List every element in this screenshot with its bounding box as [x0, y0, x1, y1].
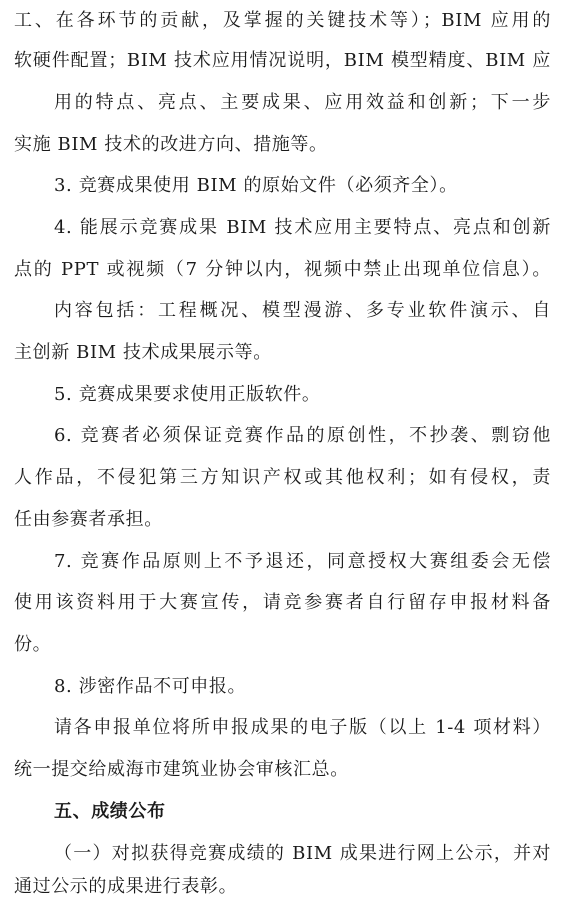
text-line-15: 使用该资料用于大赛宣传，请竞参赛者自行留存申报材料备 — [14, 592, 551, 613]
text-line-18: 请各申报单位将所申报成果的电子版（以上 1-4 项材料） — [54, 717, 551, 738]
text-line-16: 份。 — [14, 634, 52, 655]
list-item-8: 8. 涉密作品不可申报。 — [54, 676, 247, 697]
list-item-6: 6. 竞赛者必须保证竞赛作品的原创性，不抄袭、剽窃他 — [54, 425, 551, 446]
text-line-22: 通过公示的成果进行表彰。 — [14, 876, 238, 897]
text-line-4: 实施 BIM 技术的改进方向、措施等。 — [14, 134, 328, 155]
text-line-21: （一）对拟获得竞赛成绩的 BIM 成果进行网上公示，并对 — [54, 843, 551, 864]
list-item-7: 7. 竞赛作品原则上不予退还，同意授权大赛组委会无偿 — [54, 551, 551, 572]
text-line-3: 用的特点、亮点、主要成果、应用效益和创新；下一步 — [54, 92, 551, 113]
list-item-4: 4. 能展示竞赛成果 BIM 技术应用主要特点、亮点和创新 — [54, 217, 551, 238]
text-line-8: 内容包括：工程概况、模型漫游、多专业软件演示、自 — [54, 300, 551, 321]
text-line-1: 工、在各环节的贡献，及掌握的关键技术等）；BIM 应用的 — [14, 10, 551, 31]
text-line-9: 主创新 BIM 技术成果展示等。 — [14, 342, 272, 363]
list-item-3: 3. 竞赛成果使用 BIM 的原始文件（必须齐全）。 — [54, 175, 458, 196]
text-line-12: 人作品，不侵犯第三方知识产权或其他权利；如有侵权，责 — [14, 467, 551, 488]
list-item-5: 5. 竞赛成果要求使用正版软件。 — [54, 384, 321, 405]
text-line-7: 点的 PPT 或视频（7 分钟以内，视频中禁止出现单位信息）。 — [14, 259, 551, 280]
text-line-13: 任由参赛者承担。 — [14, 509, 163, 530]
text-line-19: 统一提交给威海市建筑业协会审核汇总。 — [14, 759, 349, 780]
section-heading: 五、成绩公布 — [54, 801, 166, 822]
text-line-2: 软硬件配置；BIM 技术应用情况说明，BIM 模型精度、BIM 应 — [14, 50, 551, 71]
